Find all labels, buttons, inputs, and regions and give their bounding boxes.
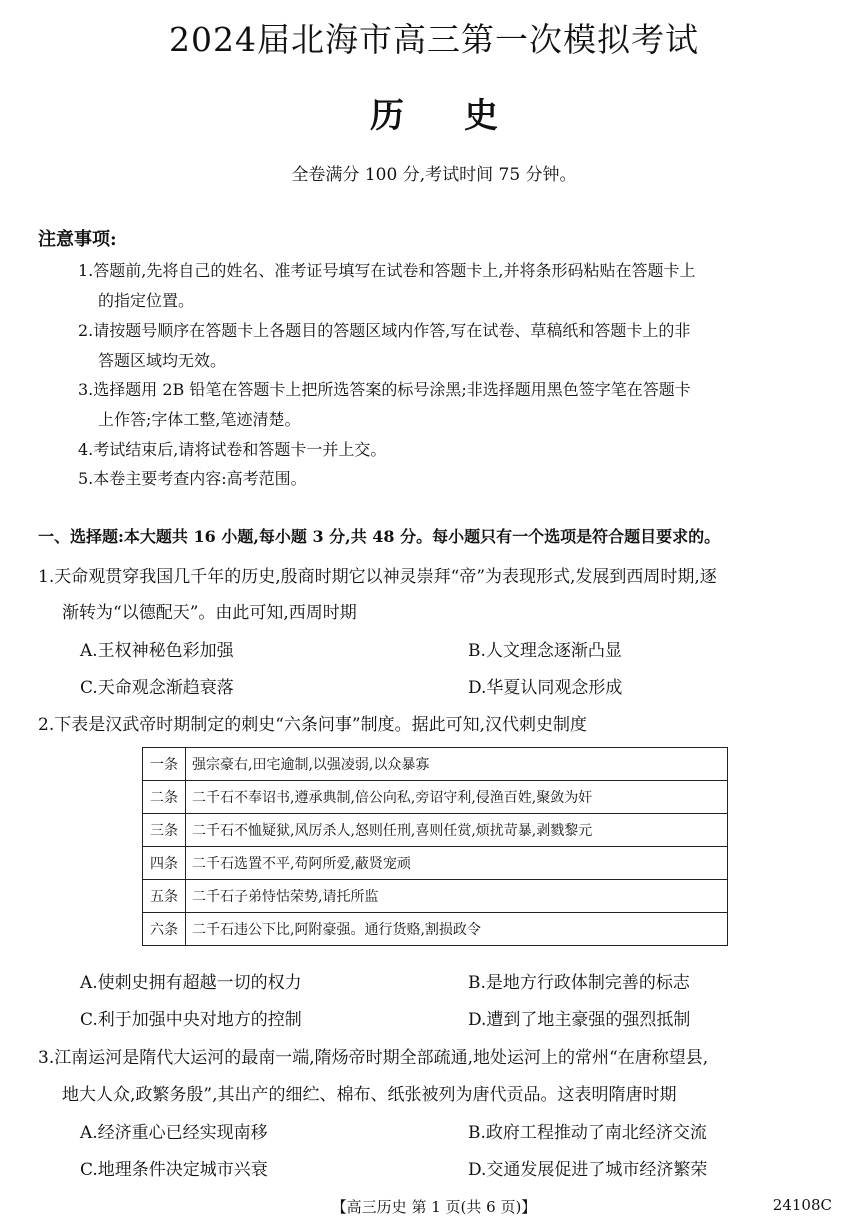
q3-option-d: D.交通发展促进了城市经济繁荣 xyxy=(468,1160,708,1180)
notice-line: 1.答题前,先将自己的姓名、准考证号填写在试卷和答题卡上,并将条形码粘贴在答题卡上 xyxy=(78,261,696,280)
q3-option-c: C.地理条件决定城市兴衰 xyxy=(80,1160,268,1180)
q1-stem-line: 渐转为“以德配天”。由此可知,西周时期 xyxy=(62,603,357,623)
page-footer: 【高三历史 第 1 页(共 6 页)】 xyxy=(331,1198,537,1216)
table-cell-value: 二千石子弟恃怙荣势,请托所监 xyxy=(186,880,728,913)
q2-option-a: A.使刺史拥有超越一切的权力 xyxy=(80,973,302,993)
q1-stem-line: 1.天命观贯穿我国几千年的历史,殷商时期它以神灵崇拜“帝”为表现形式,发展到西周时期,逐 xyxy=(38,567,717,587)
notice-line: 上作答;字体工整,笔迹清楚。 xyxy=(98,410,301,429)
six-articles-table xyxy=(142,747,728,946)
exam-title: 2024届北海市高三第一次模拟考试 xyxy=(169,20,699,59)
q3-stem-line: 3.江南运河是隋代大运河的最南一端,隋炀帝时期全部疏通,地处运河上的常州“在唐称望县, xyxy=(38,1048,709,1068)
subject-title: 历史 xyxy=(370,96,558,136)
q2-option-d: D.遭到了地主豪强的强烈抵制 xyxy=(468,1010,691,1030)
q3-option-a: A.经济重心已经实现南移 xyxy=(80,1123,268,1143)
table-cell-key: 六条 xyxy=(143,913,186,946)
exam-info: 全卷满分 100 分,考试时间 75 分钟。 xyxy=(291,165,577,185)
notice-line: 答题区域均无效。 xyxy=(98,351,227,370)
q1-option-b: B.人文理念逐渐凸显 xyxy=(468,641,622,661)
table-cell-key: 一条 xyxy=(143,748,186,781)
table-row xyxy=(143,748,728,781)
paper-code: 24108C xyxy=(772,1196,832,1214)
q1-option-a: A.王权神秘色彩加强 xyxy=(80,641,234,661)
table-cell-value: 强宗豪右,田宅逾制,以强凌弱,以众暴寡 xyxy=(186,748,728,781)
q3-option-b: B.政府工程推动了南北经济交流 xyxy=(468,1123,707,1143)
table-cell-value: 二千石违公下比,阿附豪强。通行货赂,割损政令 xyxy=(186,913,728,946)
notice-line: 的指定位置。 xyxy=(98,291,195,310)
table-row xyxy=(143,847,728,880)
table-row xyxy=(143,913,728,946)
notice-line: 3.选择题用 2B 铅笔在答题卡上把所选答案的标号涂黑;非选择题用黑色签字笔在答题卡 xyxy=(78,380,691,399)
q3-stem-line: 地大人众,政繁务殷”,其出产的细纻、棉布、纸张被列为唐代贡品。这表明隋唐时期 xyxy=(62,1085,677,1105)
q2-option-b: B.是地方行政体制完善的标志 xyxy=(468,973,690,993)
table-cell-key: 三条 xyxy=(143,814,186,847)
q1-option-d: D.华夏认同观念形成 xyxy=(468,678,623,698)
table-row xyxy=(143,814,728,847)
q2-stem: 2.下表是汉武帝时期制定的刺史“六条问事”制度。据此可知,汉代刺史制度 xyxy=(38,715,588,735)
notice-line: 4.考试结束后,请将试卷和答题卡一并上交。 xyxy=(78,440,387,459)
table-cell-key: 二条 xyxy=(143,781,186,814)
section-title: 一、选择题:本大题共 16 小题,每小题 3 分,共 48 分。每小题只有一个选项是符合题目要求的。 xyxy=(38,527,721,546)
q2-option-c: C.利于加强中央对地方的控制 xyxy=(80,1010,302,1030)
table-cell-value: 二千石不恤疑狱,风厉杀人,怒则任刑,喜则任赏,烦扰苛暴,剥戮黎元 xyxy=(186,814,728,847)
table-cell-value: 二千石不奉诏书,遵承典制,倍公向私,旁诏守利,侵渔百姓,聚敛为奸 xyxy=(186,781,728,814)
notice-title: 注意事项: xyxy=(38,229,117,250)
table-row xyxy=(143,880,728,913)
notice-line: 5.本卷主要考查内容:高考范围。 xyxy=(78,469,307,488)
table-cell-key: 四条 xyxy=(143,847,186,880)
table-cell-key: 五条 xyxy=(143,880,186,913)
table-row xyxy=(143,781,728,814)
q1-option-c: C.天命观念渐趋衰落 xyxy=(80,678,234,698)
notice-line: 2.请按题号顺序在答题卡上各题目的答题区域内作答,写在试卷、草稿纸和答题卡上的非 xyxy=(78,321,691,340)
table-cell-value: 二千石选置不平,苟阿所爱,蔽贤宠顽 xyxy=(186,847,728,880)
